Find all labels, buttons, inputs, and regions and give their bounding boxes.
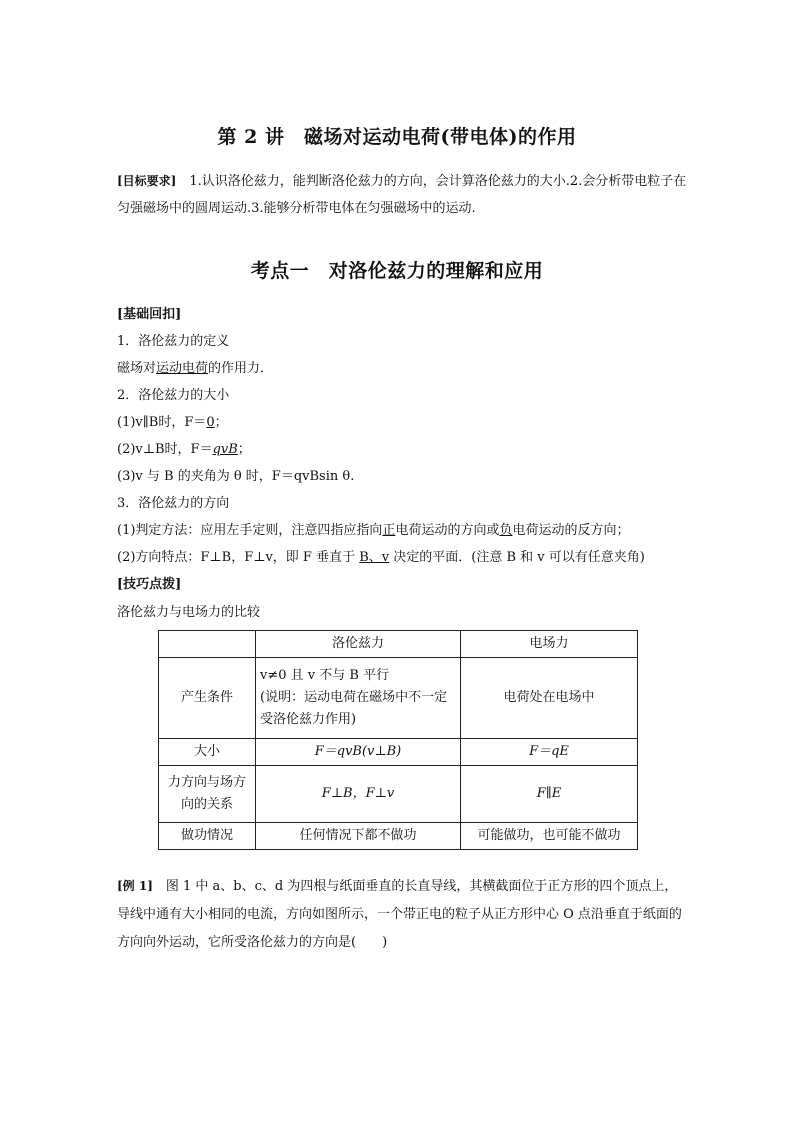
table-header-cell — [159, 631, 256, 658]
direction-feature-answer: B、v — [359, 550, 390, 565]
table-cell-lorentz: 任何情况下都不做功 — [256, 823, 461, 850]
table-cell-electric: F＝qE — [461, 739, 638, 766]
comparison-title: 洛伦兹力与电场力的比较 — [117, 605, 261, 620]
example-question — [117, 872, 687, 957]
table-cell-electric: 电荷处在电场中 — [461, 658, 638, 739]
table-header-cell: 洛伦兹力 — [256, 631, 461, 658]
table-header-cell: 电场力 — [461, 631, 638, 658]
direction-method — [117, 519, 629, 538]
definition-post: 的作用力． — [208, 361, 274, 376]
magnitude-perpendicular-answer: qvB — [212, 442, 238, 457]
table-row-label: 力方向与场方向的关系 — [159, 766, 256, 823]
direction-feature-post: 决定的平面．(注意 B 和 v 可以有任意夹角) — [389, 550, 645, 565]
direction-method-mid: 电荷运动的方向或 — [395, 523, 500, 538]
direction-method-answer-2: 负 — [499, 523, 513, 538]
direction-method-post: 电荷运动的反方向； — [512, 523, 630, 538]
heading-definition: 1．洛伦兹力的定义 — [117, 334, 230, 349]
section-title: 考点一 对洛伦兹力的理解和应用 — [250, 260, 544, 282]
table-header-row — [159, 631, 638, 658]
magnitude-perpendicular-pre: (2)v⊥B时，F＝ — [117, 442, 213, 457]
table-row-label: 产生条件 — [159, 658, 256, 739]
lesson-title: 第 2 讲 磁场对运动电荷(带电体)的作用 — [217, 126, 577, 148]
comparison-table — [158, 630, 638, 850]
direction-feature-pre: (2)方向特点：F⊥B，F⊥v，即 F 垂直于 — [117, 550, 360, 565]
learning-goals — [117, 168, 687, 222]
heading-direction: 3．洛伦兹力的方向 — [117, 496, 230, 511]
table-cell-lorentz: v≠0 且 v 不与 B 平行 (说明：运动电荷在磁场中不一定受洛伦兹力作用) — [256, 658, 461, 739]
magnitude-perpendicular — [117, 438, 251, 457]
direction-method-pre: (1)判定方法：应用左手定则，注意四指应指向 — [117, 523, 383, 538]
heading-magnitude: 2．洛伦兹力的大小 — [117, 388, 230, 403]
goals-text: 1.认识洛伦兹力，能判断洛伦兹力的方向，会计算洛伦兹力的大小.2.会分析带电粒子在匀强磁场中的圆周运动.3.能够分析带电体在匀强磁场中的运动. — [117, 174, 687, 216]
example-text: 图 1 中 a、b、c、d 为四根与纸面垂直的长直导线，其横截面位于正方形的四个顶点上，导线中通有大小相同的电流，方向如图所示，一个带正电的粒子从正方形中心 O 点沿垂直于纸面的方向向外运动，它所受洛伦兹力的方向是( ) — [117, 879, 682, 950]
table-row — [159, 739, 638, 766]
direction-method-answer-1: 正 — [382, 523, 396, 538]
definition-pre: 磁场对 — [117, 361, 157, 376]
table-row — [159, 766, 638, 823]
table-row-label: 大小 — [159, 739, 256, 766]
basic-review-tag: [基础回扣] — [117, 307, 182, 322]
magnitude-perpendicular-post: ； — [237, 442, 251, 457]
table-cell-electric: F∥E — [461, 766, 638, 823]
magnitude-parallel-post: ； — [214, 415, 228, 430]
magnitude-parallel-answer: 0 — [206, 415, 215, 430]
tips-tag: [技巧点拨] — [117, 577, 182, 592]
magnitude-parallel-pre: (1)v∥B时，F＝ — [117, 415, 207, 430]
table-row — [159, 658, 638, 739]
example-tag: [例 1] — [117, 879, 153, 893]
goals-tag: [目标要求] — [117, 174, 177, 188]
table-row-label: 做功情况 — [159, 823, 256, 850]
definition-text — [117, 357, 273, 376]
magnitude-parallel — [117, 411, 228, 430]
table-row — [159, 823, 638, 850]
table-cell-lorentz: F⊥B，F⊥v — [256, 766, 461, 823]
magnitude-angle: (3)v 与 B 的夹角为 θ 时，F＝qvBsin θ. — [117, 469, 355, 484]
table-cell-electric: 可能做功，也可能不做功 — [461, 823, 638, 850]
direction-feature — [117, 546, 645, 565]
table-cell-lorentz: F＝qvB(v⊥B) — [256, 739, 461, 766]
definition-answer: 运动电荷 — [156, 361, 209, 376]
